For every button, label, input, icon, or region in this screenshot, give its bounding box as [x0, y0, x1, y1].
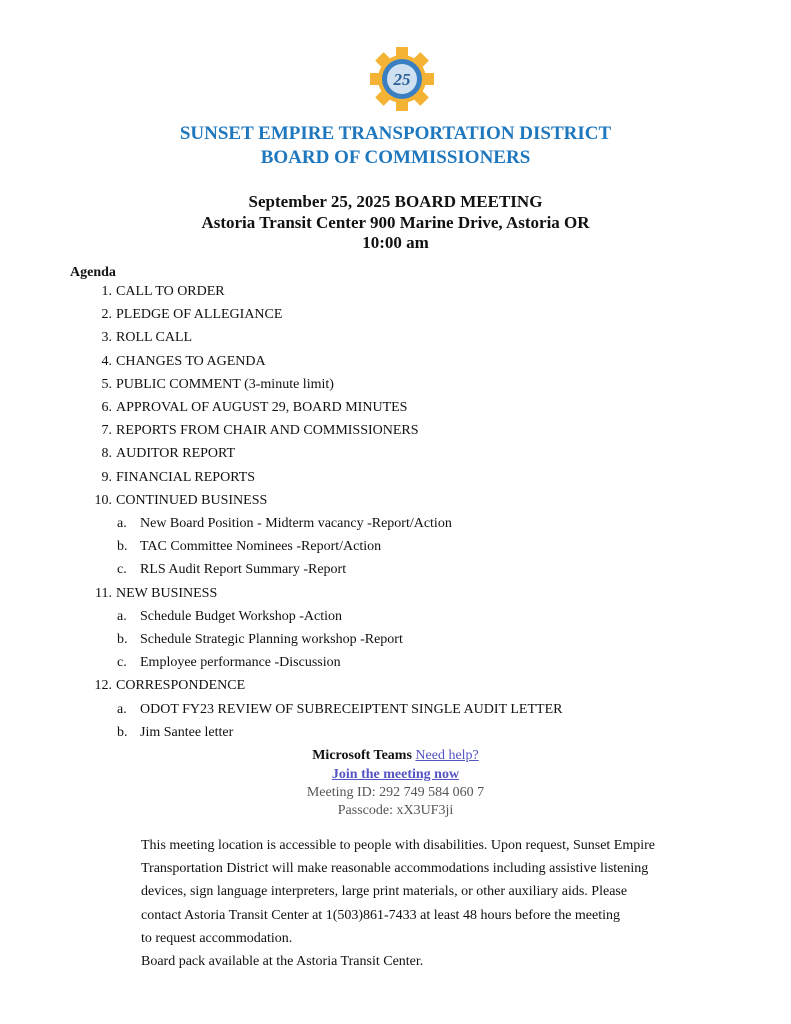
agenda-item-number: 7.: [101, 423, 112, 439]
notice-line: This meeting location is accessible to people with disabilities. Upon request, Sunset Empire: [141, 838, 656, 853]
meeting-time: 10:00 am: [362, 233, 429, 252]
agenda-item-number: 3.: [101, 330, 112, 346]
agenda-subitem-letter: b.: [117, 632, 128, 647]
notice-line: Board pack available at the Astoria Transit Center.: [141, 954, 424, 969]
meeting-location: Astoria Transit Center 900 Marine Drive, Astoria OR: [201, 213, 590, 232]
meeting-id: Meeting ID: 292 749 584 060 7: [306, 785, 485, 800]
agenda-subitem-letter: a.: [117, 701, 127, 717]
agenda-item-number: 8.: [101, 446, 112, 462]
meeting-title: September 25, 2025 BOARD MEETING: [248, 192, 543, 211]
agenda-item-label: AUDITOR REPORT: [116, 446, 236, 462]
agenda-item-label: ROLL CALL: [116, 330, 193, 346]
notice-line: contact Astoria Transit Center at 1(503)861-7433 at least 48 hours before the meeting: [141, 907, 621, 923]
agenda-subitem-letter: a.: [117, 608, 127, 624]
agenda-item-label: APPROVAL OF AUGUST 29, BOARD MINUTES: [116, 400, 408, 415]
agenda-subitem-label: Schedule Budget Workshop -Action: [140, 608, 342, 624]
board-name: BOARD OF COMMISSIONERS: [260, 147, 531, 168]
teams-line: [0, 747, 791, 765]
agenda-subitem-letter: b.: [117, 724, 128, 740]
agenda-item-label: NEW BUSINESS: [116, 585, 218, 601]
agenda-item-number: 1.: [101, 284, 112, 299]
agenda-item-number: 11.: [95, 585, 112, 601]
gear-25-logo-icon: [370, 47, 434, 111]
agenda-item-label: PUBLIC COMMENT (3-minute limit): [116, 376, 334, 392]
agenda-item-label: CALL TO ORDER: [116, 284, 225, 299]
agenda-item-number: 10.: [94, 492, 112, 508]
agenda-subitem-letter: b.: [117, 539, 128, 555]
agenda-item-number: 12.: [94, 678, 112, 694]
logo-text: 25: [393, 70, 411, 89]
district-logo: [370, 47, 434, 111]
need-help-link[interactable]: Need help?: [415, 748, 479, 763]
agenda-subitem-label: TAC Committee Nominees -Report/Action: [140, 539, 382, 555]
agenda-item-number: 2.: [101, 307, 112, 323]
agenda-item-label: CONTINUED BUSINESS: [116, 492, 268, 508]
agenda-subitem-letter: c.: [117, 655, 127, 671]
notice-line: to request accommodation.: [141, 930, 293, 946]
agenda-subitem-letter: c.: [117, 562, 127, 578]
notice-line: Transportation District will make reasonable accommodations including assistive listening: [141, 861, 649, 877]
org-name: SUNSET EMPIRE TRANSPORTATION DISTRICT: [179, 123, 612, 144]
join-line: [0, 766, 791, 784]
agenda-subitem-label: Schedule Strategic Planning workshop -Report: [140, 632, 403, 647]
agenda-item-label: REPORTS FROM CHAIR AND COMMISSIONERS: [116, 423, 419, 439]
teams-label: Microsoft Teams: [312, 748, 412, 763]
agenda-item-number: 6.: [101, 400, 112, 415]
agenda-subitem-label: Employee performance -Discussion: [140, 655, 341, 671]
agenda-item-label: CORRESPONDENCE: [116, 678, 246, 694]
agenda-subitem-label: Jim Santee letter: [140, 724, 234, 740]
agenda-subitem-label: RLS Audit Report Summary -Report: [140, 562, 347, 578]
agenda-heading: Agenda: [70, 265, 116, 280]
agenda-subitem-label: New Board Position - Midterm vacancy -Report/Action: [140, 516, 452, 531]
agenda-subitem-label: ODOT FY23 REVIEW OF SUBRECEIPTENT SINGLE AUDIT LETTER: [140, 701, 563, 717]
agenda-item-number: 5.: [101, 376, 112, 392]
agenda-item-label: FINANCIAL REPORTS: [116, 469, 256, 485]
agenda-item-label: CHANGES TO AGENDA: [116, 353, 266, 369]
passcode: Passcode: xX3UF3ji: [337, 803, 454, 818]
agenda-item-label: PLEDGE OF ALLEGIANCE: [116, 307, 283, 323]
join-meeting-link[interactable]: Join the meeting now: [331, 767, 460, 782]
agenda-subitem-letter: a.: [117, 516, 127, 531]
notice-line: devices, sign language interpreters, large print materials, or other auxiliary aids. Please: [141, 884, 628, 900]
agenda-item-number: 4.: [101, 353, 112, 369]
agenda-item-number: 9.: [101, 469, 112, 485]
